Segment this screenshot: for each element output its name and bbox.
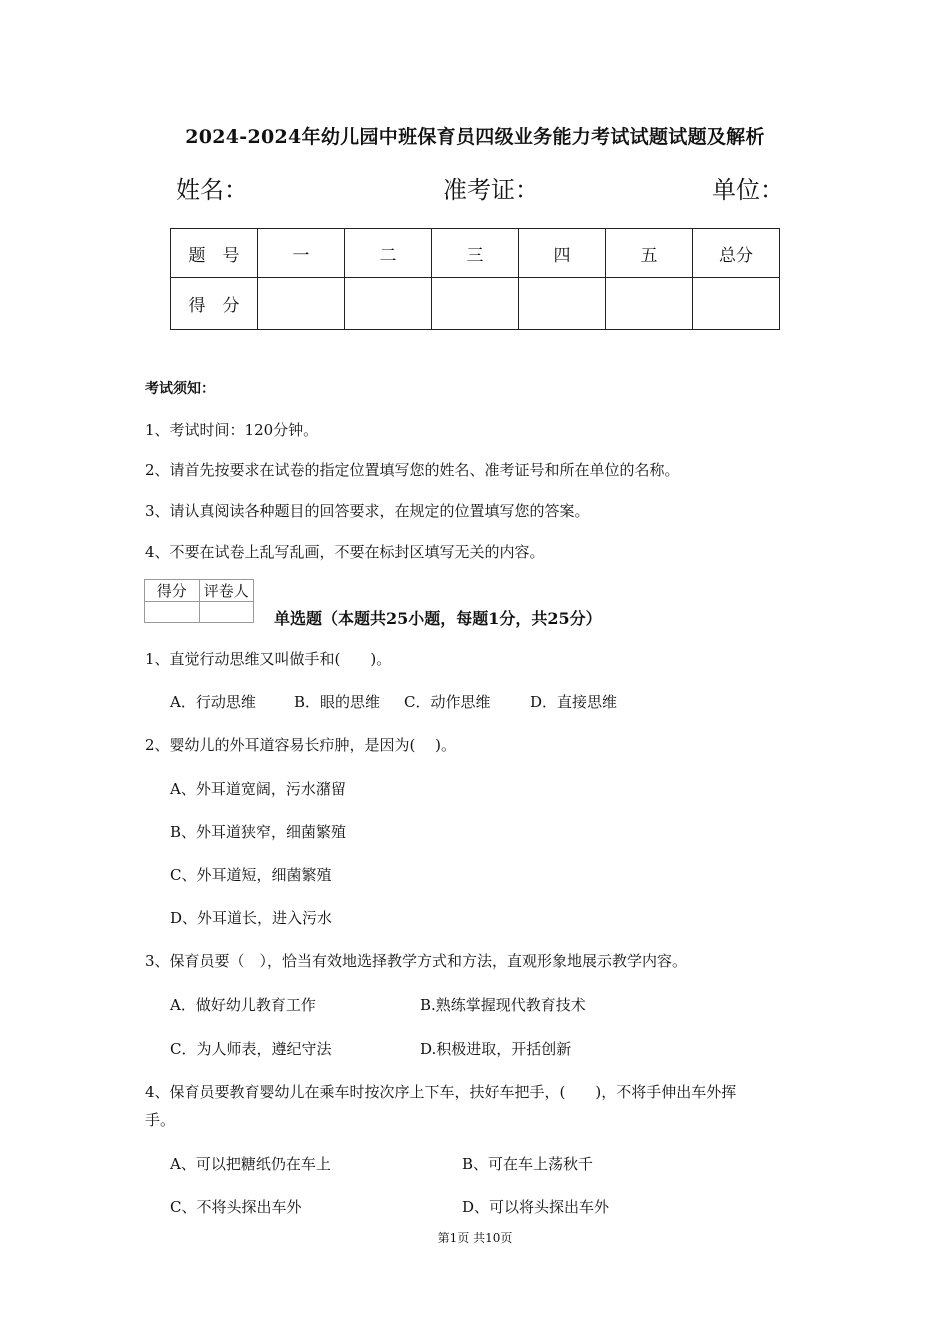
notice-item: 1、考试时间：120分钟。 xyxy=(145,421,319,439)
score-table-cell: 五 xyxy=(606,229,693,278)
grader-box-grader-cell[interactable] xyxy=(199,602,254,623)
question-stem: 4、保育员要教育婴幼儿在乘车时按次序上下车，扶好车把手，( )，不将手伸出车外挥 xyxy=(145,1083,737,1101)
score-input-cell[interactable] xyxy=(432,278,519,330)
score-input-cell[interactable] xyxy=(258,278,345,330)
grader-box-score-cell[interactable] xyxy=(145,602,200,623)
score-input-cell[interactable] xyxy=(693,278,780,330)
score-table xyxy=(170,228,780,330)
exam-id-field-label: 准考证： xyxy=(443,176,539,204)
question-stem-continued: 手。 xyxy=(145,1111,176,1129)
answer-option[interactable]: C．动作思维 xyxy=(404,693,491,711)
notice-item: 3、请认真阅读各种题目的回答要求，在规定的位置填写您的答案。 xyxy=(145,502,590,520)
answer-option[interactable]: D、外耳道长，进入污水 xyxy=(170,909,333,927)
score-table-cell: 一 xyxy=(258,229,345,278)
question-stem: 2、婴幼儿的外耳道容易长疖肿，是因为( )。 xyxy=(145,736,457,754)
score-table-cell: 三 xyxy=(432,229,519,278)
question-stem: 3、保育员要（ ），恰当有效地选择教学方式和方法，直观形象地展示教学内容。 xyxy=(145,952,688,970)
name-field-label: 姓名： xyxy=(176,176,248,204)
notice-item: 2、请首先按要求在试卷的指定位置填写您的姓名、准考证号和所在单位的名称。 xyxy=(145,461,680,479)
answer-option[interactable]: A．行动思维 xyxy=(170,693,256,711)
score-table-score-row xyxy=(171,278,780,330)
notice-item: 4、不要在试卷上乱写乱画，不要在标封区填写无关的内容。 xyxy=(145,543,545,561)
answer-option[interactable]: B、外耳道狭窄，细菌繁殖 xyxy=(170,823,347,841)
score-input-cell[interactable] xyxy=(606,278,693,330)
score-table-cell: 总分 xyxy=(693,229,780,278)
score-input-cell[interactable] xyxy=(519,278,606,330)
section-heading: 单选题（本题共25小题，每题1分，共25分） xyxy=(274,609,602,628)
score-table-cell: 二 xyxy=(345,229,432,278)
answer-option[interactable]: A、外耳道宽阔，污水潴留 xyxy=(170,780,346,798)
exam-title: 2024-2024年幼儿园中班保育员四级业务能力考试试题试题及解析 xyxy=(185,126,765,148)
answer-option[interactable]: D、可以将头探出车外 xyxy=(462,1198,610,1216)
question-stem: 1、直觉行动思维又叫做手和( )。 xyxy=(145,650,392,668)
answer-option[interactable]: D．直接思维 xyxy=(530,693,618,711)
answer-option[interactable]: B.熟练掌握现代教育技术 xyxy=(420,996,586,1014)
answer-option[interactable]: D.积极进取，开括创新 xyxy=(420,1040,572,1058)
answer-option[interactable]: C．为人师表，遵纪守法 xyxy=(170,1040,332,1058)
grader-box xyxy=(144,579,254,623)
grader-box-score-label: 得分 xyxy=(145,580,200,602)
answer-option[interactable]: A、可以把糖纸仍在车上 xyxy=(170,1155,331,1173)
score-input-cell[interactable] xyxy=(345,278,432,330)
answer-option[interactable]: A．做好幼儿教育工作 xyxy=(170,996,316,1014)
notice-heading: 考试须知： xyxy=(145,381,215,397)
answer-option[interactable]: C、不将头探出车外 xyxy=(170,1198,302,1216)
page-footer: 第1页 共10页 xyxy=(437,1231,513,1245)
score-table-cell: 得 分 xyxy=(171,278,258,330)
score-table-cell: 四 xyxy=(519,229,606,278)
answer-option[interactable]: C、外耳道短，细菌繁殖 xyxy=(170,866,332,884)
grader-box-grader-label: 评卷人 xyxy=(199,580,254,602)
unit-field-label: 单位： xyxy=(712,176,784,204)
score-table-header-row xyxy=(171,229,780,278)
score-table-cell: 题 号 xyxy=(171,229,258,278)
answer-option[interactable]: B．眼的思维 xyxy=(294,693,381,711)
answer-option[interactable]: B、可在车上荡秋千 xyxy=(462,1155,594,1173)
